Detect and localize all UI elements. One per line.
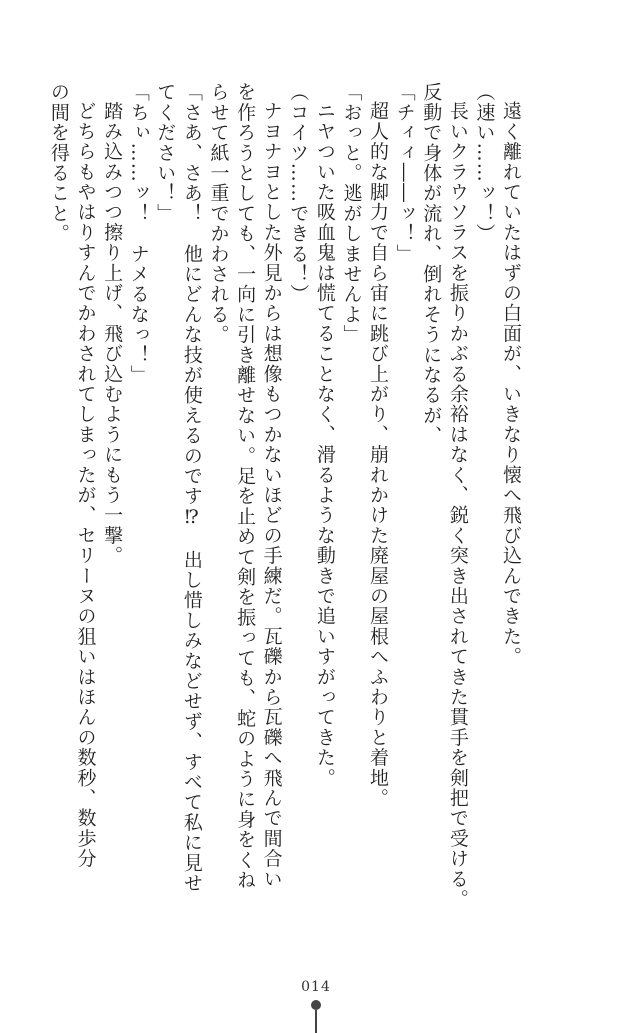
text-line: 「チィィ――ッ！」 xyxy=(393,82,416,264)
text-line: （コイツ……できる！） xyxy=(287,82,310,305)
page-marker-rule xyxy=(315,1010,317,1033)
text-line: 超人的な脚力で自ら宙に跳び上がり、崩れかけた廃屋の屋根へふわりと着地。 xyxy=(367,101,390,808)
page-marker-dot xyxy=(311,1000,321,1010)
text-line: 「さあ、さあ！ 他にどんな技が使えるのです⁉ 出し惜しみなどせず、すべて私に見せ xyxy=(180,82,203,894)
text-line: ナヨナヨとした外見からは想像もつかないほどの手練だ。瓦礫から瓦礫へ飛んで間合い xyxy=(260,101,283,889)
text-line: ニヤついた吸血鬼は慌てることなく、滑るような動きで追いすがってきた。 xyxy=(313,101,336,788)
page-number: 014 xyxy=(301,979,331,995)
text-line: 「おっと。逃がしませんよ」 xyxy=(340,82,363,345)
text-line: てください！」 xyxy=(154,82,177,224)
text-line: 踏み込みつつ擦り上げ、飛び込むようにもう一撃。 xyxy=(101,101,124,566)
text-line: を作ろうとしても、一向に引き離せない。足を止めて剣を振っても、蛇のように身をくね xyxy=(234,82,257,890)
text-line: （速い……ッ！） xyxy=(473,82,496,244)
text-line: 長いクラウソラスを振りかぶる余裕はなく、鋭く突き出されてきた貫手を剣把で受ける。 xyxy=(446,101,469,909)
text-line: 遠く離れていたはずの白面が、いきなり懐へ飛び込んできた。 xyxy=(500,101,522,667)
text-line: どちらもやはりすんでかわされてしまったが、セリーヌの狙いはほんの数秒、数歩分 xyxy=(74,101,97,869)
text-line: 反動で身体が流れ、倒れそうになるが、 xyxy=(420,82,443,446)
text-line: 「ちぃ……ッ！ ナメるなっ！」 xyxy=(127,82,150,385)
body-text xyxy=(47,82,524,962)
text-line: の間を得ること。 xyxy=(47,82,70,244)
text-line: らせて紙一重でかわされる。 xyxy=(207,82,230,345)
